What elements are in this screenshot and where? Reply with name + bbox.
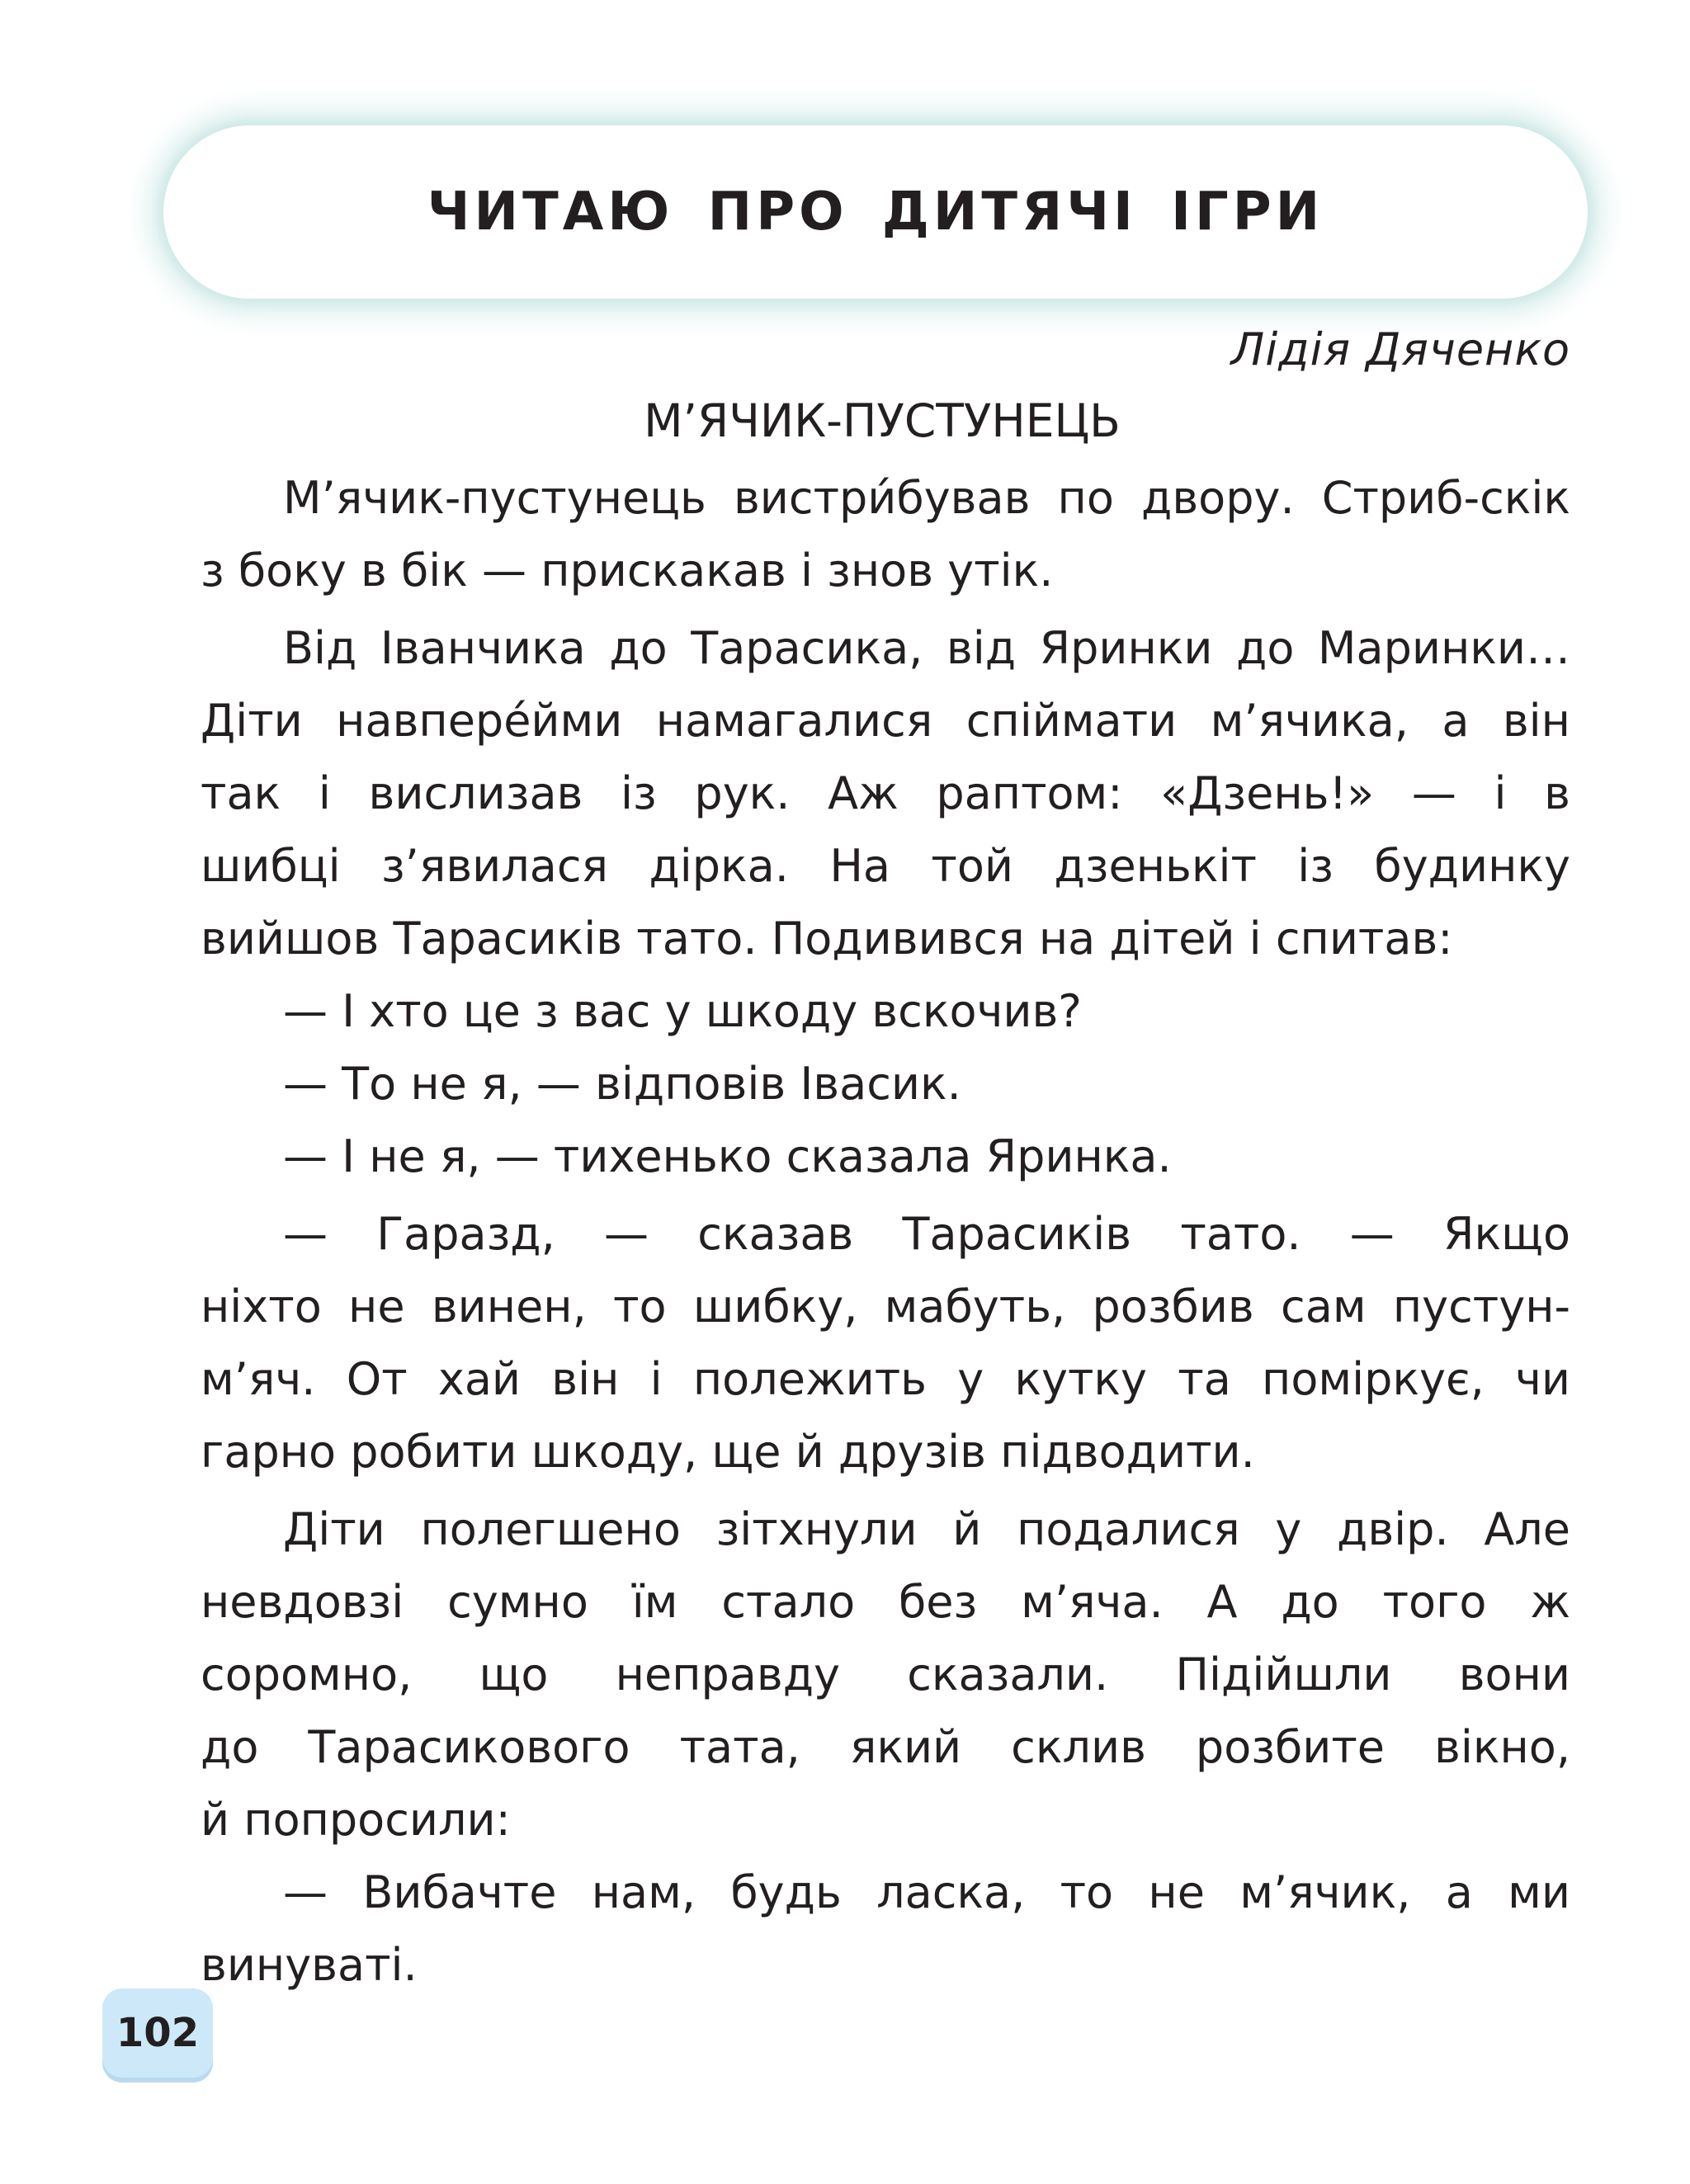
story-paragraph — [201, 1856, 1570, 2002]
story-paragraph — [201, 462, 1570, 607]
story-paragraph — [201, 1048, 1570, 1120]
story-text — [201, 462, 1570, 2002]
text-line: — Гаразд, — сказав Тарасиків тато. — Якщо — [283, 1208, 1570, 1260]
text-line: М’ячик-пустунець вистри́бував по двору. Стриб-скік — [283, 472, 1570, 524]
text-line: винуваті. — [201, 1939, 418, 1991]
text-line: — І хто це з вас у шкоду вскочив? — [283, 985, 1082, 1037]
author-name: Лідія Дяченко — [1230, 323, 1570, 375]
story-paragraph — [201, 975, 1570, 1048]
text-line: гарно робити шкоду, ще й друзів підводити. — [201, 1426, 1255, 1478]
text-line: — Вибачте нам, будь ласка, то не м’ячик, а ми — [283, 1866, 1570, 1918]
page-number: 102 — [102, 1988, 213, 2078]
story-title: М’ЯЧИК-ПУСТУНЕЦЬ — [644, 394, 1121, 447]
section-title: ЧИТАЮ ПРО ДИТЯЧІ ІГРИ — [427, 182, 1324, 243]
text-line: до Тарасикового тата, який склив розбите вікно, — [201, 1721, 1570, 1773]
text-line: невдовзі сумно їм стало без м’яча. А до того ж — [201, 1576, 1570, 1628]
text-line: ніхто не винен, то шибку, мабуть, розбив сам пустун- — [201, 1281, 1570, 1333]
text-line: соромно, що неправду сказали. Підійшли вони — [201, 1649, 1570, 1701]
text-line: шибці з’явилася дірка. На той дзенькіт із будинку — [201, 840, 1570, 892]
story-paragraph — [201, 612, 1570, 975]
text-line: з боку в бік — прискакав і знов утік. — [201, 545, 1054, 597]
text-line: — І не я, — тихенько сказала Яринка. — [283, 1130, 1172, 1182]
text-line: так і вислизав із рук. Аж раптом: «Дзень!» — і в — [201, 767, 1570, 819]
story-paragraph — [201, 1120, 1570, 1193]
story-paragraph — [201, 1198, 1570, 1488]
text-line: Від Іванчика до Тарасика, від Яринки до Маринки… — [283, 622, 1570, 674]
text-line: Діти полегшено зітхнули й подалися у двір. Але — [283, 1503, 1570, 1555]
text-line: вийшов Тарасиків тато. Подивився на дітей і спитав: — [201, 913, 1453, 965]
text-line: — То не я, — відповів Івасик. — [283, 1058, 961, 1110]
story-paragraph — [201, 1493, 1570, 1856]
text-line: Діти навпере́йми намагалися спіймати м’ячика, а він — [201, 695, 1570, 747]
text-line: й попросили: — [201, 1794, 511, 1846]
text-line: м’яч. От хай він і полежить у кутку та поміркує, чи — [201, 1353, 1570, 1405]
